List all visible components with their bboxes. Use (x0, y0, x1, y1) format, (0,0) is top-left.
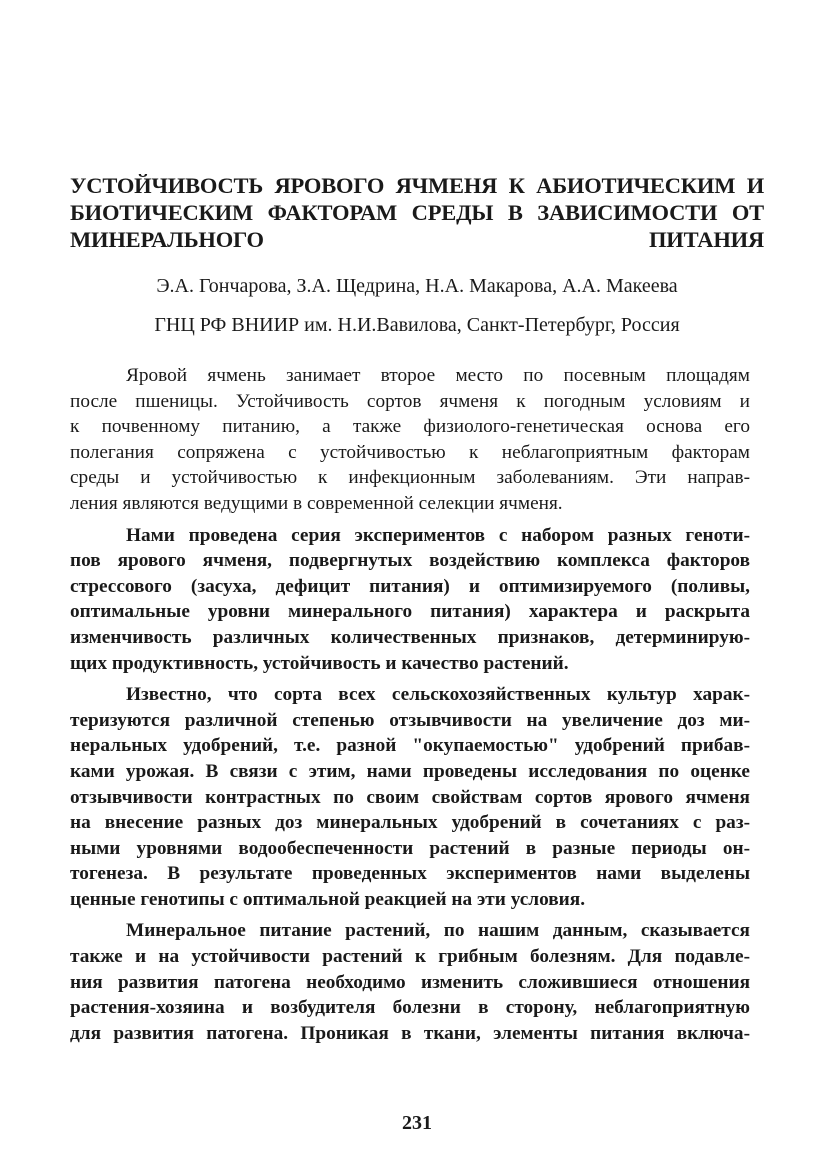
text-line: Яровой ячмень занимает второе место по посевным площадям (126, 365, 750, 386)
text-line: среды и устойчивостью к инфекционным заболеваниям. Эти направ- (70, 467, 750, 489)
paragraph-2 (70, 523, 750, 677)
title-line: УСТОЙЧИВОСТЬ ЯРОВОГО ЯЧМЕНЯ К АБИОТИЧЕСКИМ И (70, 173, 764, 198)
text-line: растения-хозяина и возбудителя болезни в сторону, неблагоприятную (70, 997, 750, 1019)
text-line: щих продуктивность, устойчивость и качество растений. (70, 652, 569, 674)
text-line: тогенеза. В результате проведенных экспериментов нами выделены (70, 863, 750, 885)
text-line: для развития патогена. Проникая в ткани, элементы питания включа- (70, 1022, 750, 1044)
affiliation: ГНЦ РФ ВНИИР им. Н.И.Вавилова, Санкт-Петербург, Россия (154, 314, 680, 336)
text-line: ния развития патогена необходимо изменить сложившиеся отношения (70, 971, 750, 993)
text-line: стрессового (засуха, дефицит питания) и оптимизируемого (поливы, (70, 575, 750, 597)
paragraph-3 (70, 682, 750, 912)
text-line: на внесение разных доз минеральных удобрений в сочетаниях с раз- (70, 812, 750, 834)
title-line: БИОТИЧЕСКИМ ФАКТОРАМ СРЕДЫ В ЗАВИСИМОСТИ ОТ (70, 200, 764, 225)
text-line: к почвенному питанию, а также физиолого-генетическая основа его (70, 416, 750, 438)
text-line: пов ярового ячменя, подвергнутых воздействию комплекса факторов (70, 550, 750, 572)
text-line: ками урожая. В связи с этим, нами проведены исследования по оценке (70, 760, 750, 782)
text-line: Нами проведена серия экспериментов с набором разных геноти- (126, 524, 750, 546)
paragraph-1 (70, 363, 750, 517)
text-line: Известно, что сорта всех сельскохозяйственных культур харак- (126, 684, 750, 706)
text-line: неральных удобрений, т.е. разной "окупаемостью" удобрений прибав- (70, 735, 750, 757)
text-line: отзывчивости контрастных по своим свойствам сортов ярового ячменя (70, 786, 750, 808)
text-line: теризуются различной степенью отзывчивости на увеличение доз ми- (70, 709, 750, 731)
text-line: оптимальные уровни минерального питания) характера и раскрыта (70, 601, 750, 623)
text-line: ценные генотипы с оптимальной реакцией на эти условия. (70, 888, 586, 910)
text-line: Минеральное питание растений, по нашим данным, сказывается (126, 920, 750, 942)
paragraph-4 (70, 918, 750, 1046)
title-line: МИНЕРАЛЬНОГО ПИТАНИЯ (70, 227, 764, 252)
article-body (70, 363, 750, 1046)
article-title (70, 172, 764, 253)
text-line: полегания сопряжена с устойчивостью к неблагоприятным факторам (70, 441, 750, 463)
text-line: ления являются ведущими в современной селекции ячменя. (70, 492, 563, 514)
authors: Э.А. Гончарова, З.А. Щедрина, Н.А. Макарова, А.А. Макеева (156, 275, 678, 297)
text-line: ными уровнями водообеспеченности растений в разные периоды он- (70, 837, 750, 859)
text-line: также и на устойчивости растений к грибным болезням. Для подавле- (70, 946, 750, 968)
page-number: 231 (402, 1112, 432, 1134)
text-line: изменчивость различных количественных признаков, детерминирую- (70, 626, 750, 648)
text-line: после пшеницы. Устойчивость сортов ячменя к погодным условиям и (70, 390, 750, 412)
